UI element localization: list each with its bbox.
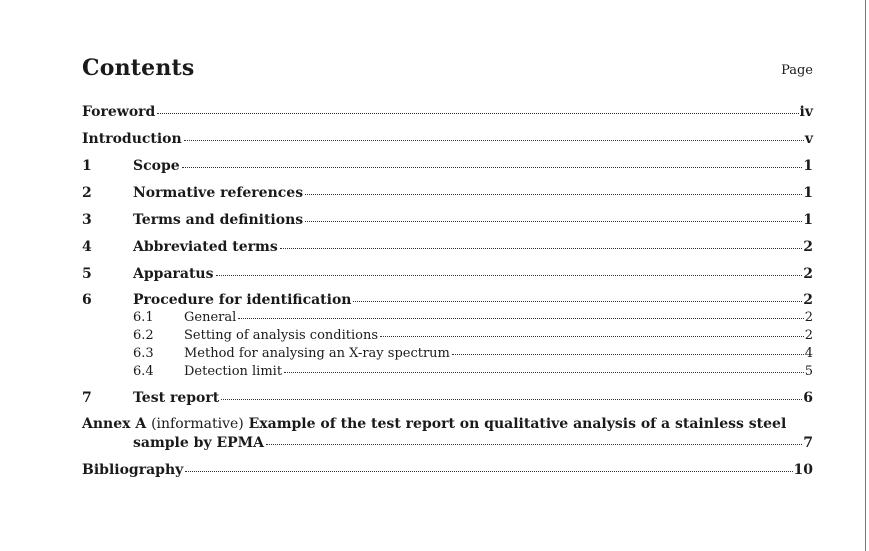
toc-subentry-detection-limit[interactable] (82, 364, 813, 379)
toc-entry-label: Detection limit (184, 364, 283, 379)
toc-entry-label: Normative references (133, 185, 304, 201)
toc-entry-page: 7 (803, 435, 813, 451)
toc-entry-page: 1 (803, 212, 813, 228)
page-column-label: Page (781, 63, 813, 78)
toc-entry-label: Apparatus (133, 266, 214, 282)
annex-prefix: Annex A (82, 416, 147, 432)
toc-entry-label: Setting of analysis conditions (184, 328, 379, 343)
toc-entry-foreword[interactable] (82, 104, 813, 120)
toc-entry-annex-a-continued[interactable] (82, 435, 813, 451)
toc-subentry-general[interactable] (82, 310, 813, 325)
toc-entry-procedure-for-identification[interactable] (82, 292, 813, 308)
toc-entry-scope[interactable] (82, 158, 813, 174)
dot-leader (305, 221, 802, 222)
toc-entry-apparatus[interactable] (82, 266, 813, 282)
toc-entry-number: 3 (82, 212, 92, 228)
toc-entry-number: 6.4 (133, 364, 154, 379)
toc-entry-terms-and-definitions[interactable] (82, 212, 813, 228)
toc-entry-label: Procedure for identification (133, 292, 352, 308)
dot-leader (157, 113, 798, 114)
toc-entry-normative-references[interactable] (82, 185, 813, 201)
toc-entry-introduction[interactable] (82, 131, 813, 147)
dot-leader (216, 275, 803, 276)
toc-subentry-method-for-analysing[interactable] (82, 346, 813, 361)
toc-entry-number: 7 (82, 390, 92, 406)
page-title: Contents (82, 55, 195, 81)
toc-entry-label: Terms and definitions (133, 212, 304, 228)
annex-title-line1: Example of the test report on qualitative analysis of a stainless steel (248, 416, 787, 432)
toc-entry-number: 6.3 (133, 346, 154, 361)
toc-entry-test-report[interactable] (82, 390, 813, 406)
dot-leader (182, 167, 803, 168)
toc-subentry-setting-of-analysis-conditions[interactable] (82, 328, 813, 343)
toc-entry-page: 2 (804, 310, 813, 325)
toc-entry-label: Test report (133, 390, 220, 406)
toc-entry-page: iv (799, 104, 813, 120)
toc-entry-number: 2 (82, 185, 92, 201)
dot-leader (221, 399, 802, 400)
toc-entry-page: 6 (803, 390, 813, 406)
toc-entry-page: 10 (793, 462, 813, 478)
annex-type: (informative) (151, 416, 244, 432)
toc-entry-number: 5 (82, 266, 92, 282)
dot-leader (238, 318, 803, 319)
dot-leader (280, 248, 803, 249)
dot-leader (305, 194, 802, 195)
toc-entry-page: 2 (803, 239, 813, 255)
toc-entry-label: Abbreviated terms (133, 239, 278, 255)
toc-entry-abbreviated-terms[interactable] (82, 239, 813, 255)
toc-entry-page: 2 (804, 328, 813, 343)
toc-entry-page: 1 (803, 158, 813, 174)
toc-entry-page: 2 (803, 266, 813, 282)
toc-entry-page: 4 (804, 346, 813, 361)
toc-entry-bibliography[interactable] (82, 462, 813, 478)
toc-entry-label: Scope (133, 158, 180, 174)
toc-entry-label: Introduction (82, 131, 182, 147)
toc-entry-annex-a[interactable] (82, 416, 786, 432)
toc-entry-page: 5 (804, 364, 813, 379)
toc-entry-number: 4 (82, 239, 92, 255)
dot-leader (452, 354, 804, 355)
annex-title-line2: sample by EPMA (133, 435, 265, 451)
dot-leader (266, 444, 802, 445)
toc-entry-label: Foreword (82, 104, 156, 120)
toc-entry-label: Bibliography (82, 462, 184, 478)
toc-entry-page: 2 (803, 292, 813, 308)
toc-entry-label: Method for analysing an X-ray spectrum (184, 346, 450, 361)
toc-entry-number: 1 (82, 158, 92, 174)
dot-leader (380, 336, 804, 337)
toc-entry-page: 1 (803, 185, 813, 201)
dot-leader (184, 140, 804, 141)
dot-leader (353, 301, 802, 302)
page-edge (865, 0, 866, 551)
toc-entry-label: General (184, 310, 237, 325)
toc-entry-page: v (804, 131, 813, 147)
toc-entry-number: 6.2 (133, 328, 154, 343)
toc-entry-number: 6 (82, 292, 92, 308)
toc-entry-number: 6.1 (133, 310, 154, 325)
dot-leader (284, 372, 804, 373)
dot-leader (185, 471, 792, 472)
